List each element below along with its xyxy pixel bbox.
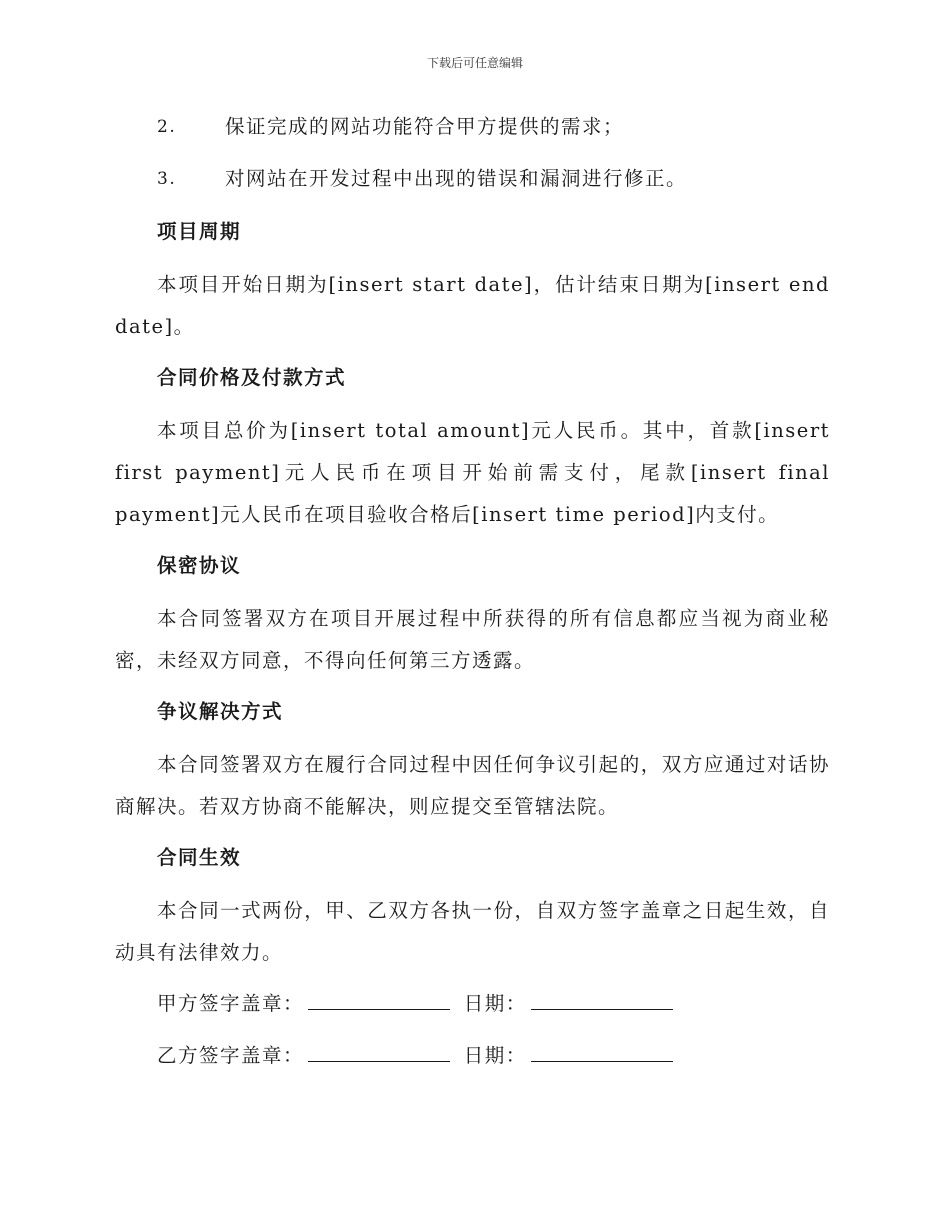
section-title-price: 合同价格及付款方式 bbox=[157, 366, 347, 389]
list-item bbox=[115, 108, 830, 160]
signature-line-party-b bbox=[115, 1036, 830, 1088]
page-header: 下载后可任意编辑 bbox=[426, 56, 523, 70]
list-number: 3. bbox=[157, 169, 177, 189]
document-body bbox=[115, 108, 830, 1088]
section-title-effect: 合同生效 bbox=[157, 846, 242, 869]
section-body-dispute: 本合同签署双方在履行合同过程中因任何争议引起的，双方应通过对话协商解决。若双方协商不能解决，则应提交至管辖法院。 bbox=[115, 753, 830, 818]
party-b-sign-blank[interactable] bbox=[308, 1041, 450, 1062]
party-b-date-blank[interactable] bbox=[531, 1041, 673, 1062]
section-body-price: 本项目总价为[insert total amount]元人民币。其中，首款[insert first payment]元人民币在项目开始前需支付，尾款[insert final payment]元人民币在项目验收合格后[insert time period]内支付。 bbox=[115, 419, 830, 526]
section-title-period: 项目周期 bbox=[157, 220, 242, 243]
list-text: 对网站在开发过程中出现的错误和漏洞进行修正。 bbox=[225, 167, 688, 190]
party-b-sign-label: 乙方签字盖章： bbox=[157, 1044, 305, 1067]
party-a-sign-label: 甲方签字盖章： bbox=[157, 992, 305, 1015]
section-body-effect: 本合同一式两份，甲、乙双方各执一份，自双方签字盖章之日起生效，自动具有法律效力。 bbox=[115, 899, 830, 964]
party-a-date-label: 日期： bbox=[463, 992, 527, 1015]
list-text: 保证完成的网站功能符合甲方提供的需求； bbox=[225, 115, 625, 138]
section-body-period: 本项目开始日期为[insert start date]，估计结束日期为[insert end date]。 bbox=[115, 273, 830, 338]
list-number: 2. bbox=[157, 117, 177, 137]
section-title-dispute: 争议解决方式 bbox=[157, 700, 284, 723]
signature-line-party-a bbox=[115, 984, 830, 1036]
section-title-confidential: 保密协议 bbox=[157, 554, 242, 577]
party-a-sign-blank[interactable] bbox=[308, 989, 450, 1010]
party-a-date-blank[interactable] bbox=[531, 989, 673, 1010]
list-item bbox=[115, 160, 830, 212]
party-b-date-label: 日期： bbox=[463, 1044, 527, 1067]
section-body-confidential: 本合同签署双方在项目开展过程中所获得的所有信息都应当视为商业秘密，未经双方同意，不得向任何第三方透露。 bbox=[115, 607, 830, 672]
